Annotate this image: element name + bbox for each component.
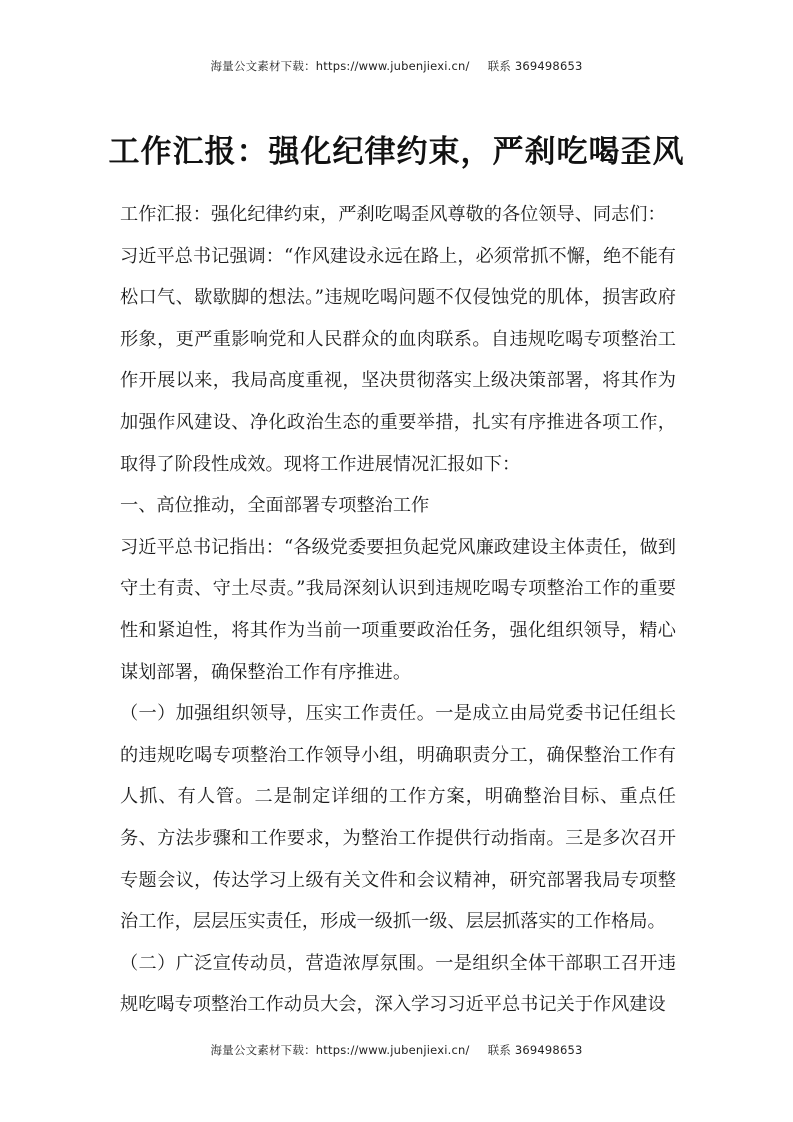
paragraph-intro: 习近平总书记强调：“作风建设永远在路上，必须常抓不懈，绝不能有松口气、歇歇脚的想法。”违规吃喝问题不仅侵蚀党的肌体，损害政府形象，更严重影响党和人民群众的血肉联系。自违规吃喝专项整治工作开展以来，我局高度重视，坚决贯彻落实上级决策部署，将其作为加强作风建设、净化政治生态的重要举措，扎实有序推进各项工作，取得了阶段性成效。现将工作进展情况汇报如下： xyxy=(120,245,676,475)
paragraph-subsection-2: （二）广泛宣传动员，营造浓厚氛围。一是组织全体干部职工召开违规吃喝专项整治工作动员大会，深入学习习近平总书记关于作风建设 xyxy=(120,952,676,1016)
page-footer xyxy=(0,1042,793,1058)
header-url-link[interactable]: https://www.jubenjiexi.cn/ xyxy=(315,59,470,73)
header-contact: 联系 369498653 xyxy=(487,59,583,73)
paragraph-salutation: 工作汇报：强化纪律约束，严刹吃喝歪风尊敬的各位领导、同志们： xyxy=(120,204,666,225)
page-header xyxy=(0,58,793,74)
document-body xyxy=(120,194,676,1026)
paragraph-subsection-1: （一）加强组织领导，压实工作责任。一是成立由局党委书记任组长的违规吃喝专项整治工作领导小组，明确职责分工，确保整治工作有人抓、有人管。二是制定详细的工作方案，明确整治目标、重点任务、方法步骤和工作要求，为整治工作提供行动指南。三是多次召开专题会议，传达学习上级有关文件和会议精神，研究部署我局专项整治工作，层层压实责任，形成一级抓一级、层层抓落实的工作格局。 xyxy=(120,703,676,933)
header-site-label: 海量公文素材下载： xyxy=(210,59,316,73)
paragraph-section-1: 习近平总书记指出：“各级党委要担负起党风廉政建设主体责任，做到守土有责、守土尽责。”我局深刻认识到违规吃喝专项整治工作的重要性和紧迫性，将其作为当前一项重要政治任务，强化组织领导，精心谋划部署，确保整治工作有序推进。 xyxy=(120,536,676,683)
footer-site-label: 海量公文素材下载： xyxy=(210,1043,316,1057)
section-heading-1: 一、高位推动，全面部署专项整治工作 xyxy=(120,495,430,517)
footer-url-link[interactable]: https://www.jubenjiexi.cn/ xyxy=(315,1043,470,1057)
footer-contact: 联系 369498653 xyxy=(487,1043,583,1057)
document-title: 工作汇报：强化纪律约束，严刹吃喝歪风 xyxy=(108,134,685,170)
